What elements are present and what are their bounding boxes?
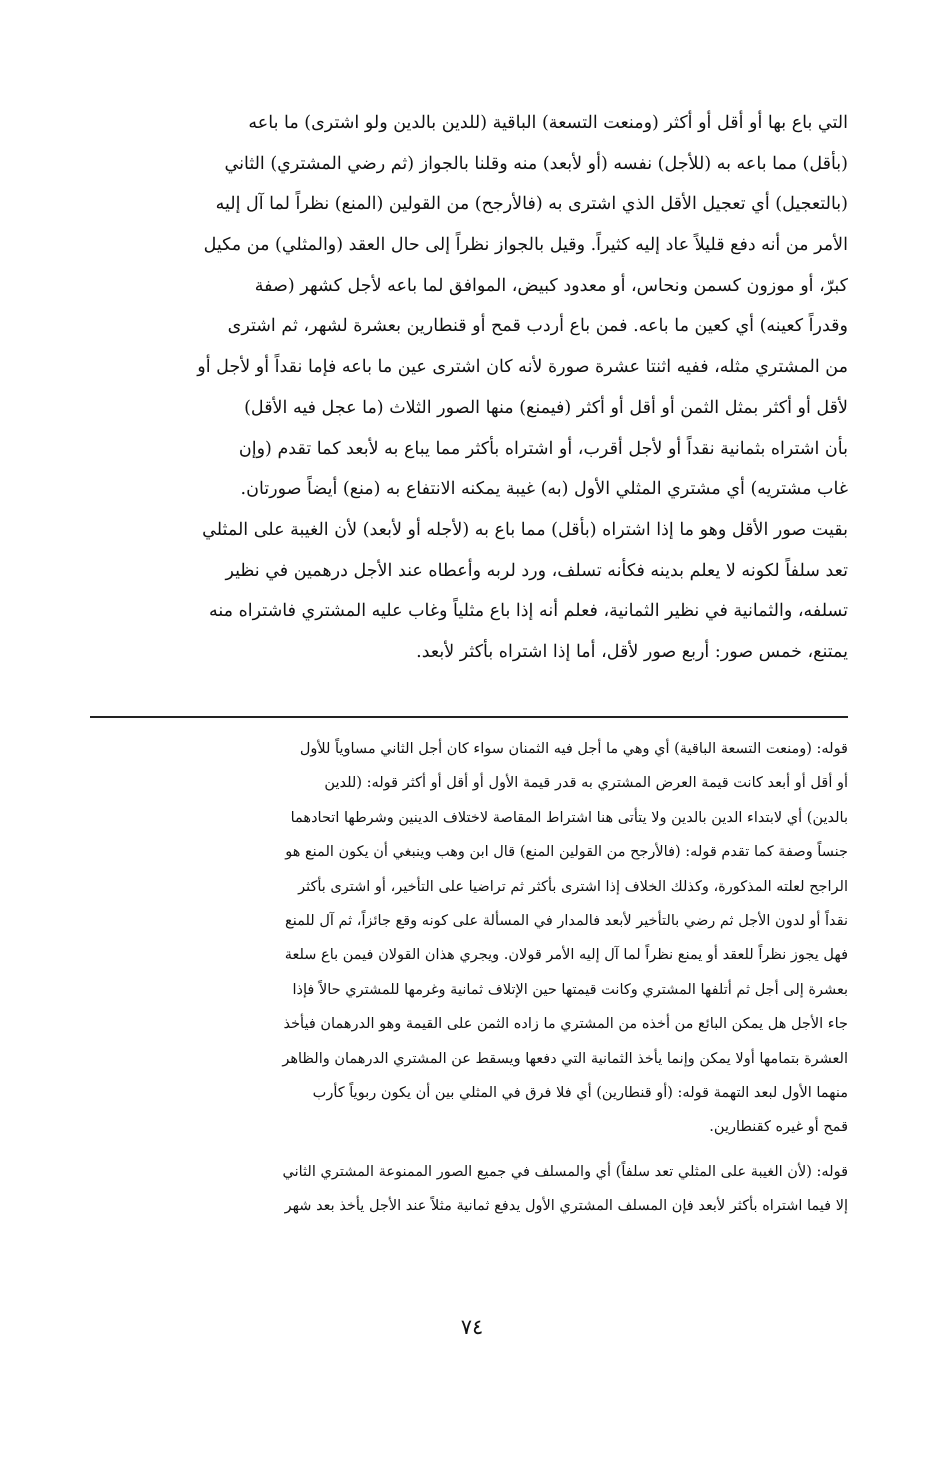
main-text-line: الأمر من أنه دفع قليلاً عاد إليه كثيراً. وقيل بالجواز نظراً إلى حال العقد (والمثلي) من مكيل xyxy=(203,235,848,256)
main-text-line: كبرّ، أو موزون كسمن ونحاس، أو معدود كبيض، الموافق لما باعه لأجل كشهر (صفة xyxy=(254,275,848,296)
footnote-line: العشرة بتمامها أولا يمكن وإنما يأخذ الثمانية التي دفعها ويسقط عن المشتري الدرهمان والظاهر xyxy=(282,1050,848,1067)
footnote-line: جنساً وصفة كما تقدم قوله: (فالأرجح من القولين المنع) قال ابن وهب وينبغي أن يكون المنع هو xyxy=(285,844,848,861)
main-text-line: وقدراً كعينه) أي كعين ما باعه. فمن باع أردب قمح أو قنطارين بعشرة لشهر، ثم اشترى xyxy=(227,316,848,337)
footnote-line: أو أقل أو أبعد كانت قيمة العرض المشتري به قدر قيمة الأول أو أقل أو أكثر قوله: (للدين xyxy=(324,775,848,792)
footnote-line: قوله: (ومنعت التسعة الباقية) أي وهي ما أجل فيه الثمنان سواء كان أجل الثاني مساوياً للأول xyxy=(299,741,848,757)
main-text-line: التي باع بها أو أقل أو أكثر (ومنعت التسعة) الباقية (للدين بالدين ولو اشترى) ما باعه xyxy=(248,113,848,133)
footnote-divider xyxy=(90,716,848,718)
main-text-line: (بالتعجيل) أي تعجيل الأقل الذي اشترى به (فالأرجح) من القولين (المنع) نظراً لما آل إليه xyxy=(215,194,848,215)
footnote-line: قمح أو غيره كقنطارين. xyxy=(709,1119,848,1136)
main-text-line: يمتنع، خمس صور: أربع صور لأقل، أما إذا اشتراه بأكثر لأبعد. xyxy=(416,641,848,662)
footnote-line: بعشرة إلى أجل ثم أتلفها المشتري وكانت قيمتها حين الإتلاف ثمانية وغرمها للمشتري حالاً فإذا xyxy=(292,981,848,998)
main-text-line: بقيت صور الأقل وهو ما إذا اشتراه (بأقل) مما باع به (لأجله أو لأبعد) لأن الغيبة على المثلي xyxy=(202,519,848,540)
footnote-line: الراجح لعلته المذكورة، وكذلك الخلاف إذا اشترى بأكثر ثم تراضيا على التأخير، أو اشترى بأكثر xyxy=(298,878,848,895)
main-text-line: بأن اشتراه بثمانية نقداً أو لأجل أقرب، أو اشتراه بأكثر مما يباع به لأبعد كما تقدم (وإن xyxy=(238,438,848,459)
footnote-line: فهل يجوز نظراً للعقد أو يمنع نظراً لما آل إليه الأمر قولان. ويجري هذان القولان فيمن باع سلعة xyxy=(284,947,848,964)
footnotes-block xyxy=(90,732,848,1223)
main-text-line: (بأقل) مما باعه به (للأجل) نفسه (أو لأبعد) منه وقلنا بالجواز (ثم رضي المشتري) الثاني xyxy=(224,153,848,174)
main-text-line: تسلفه، والثمانية في نظير الثمانية، فعلم أنه إذا باع مثلياً وغاب عليه المشتري فاشتراه منه xyxy=(209,601,848,622)
footnote-line: إلا فيما اشتراه بأكثر لأبعد فإن المسلف المشتري الأول يدفع ثمانية مثلاً عند الأجل يأخذ بعد شهر xyxy=(284,1198,848,1215)
main-text-line: لأقل أو أكثر بمثل الثمن أو أقل أو أكثر (فيمنع) منها الصور الثلاث (ما عجل فيه الأقل) xyxy=(244,397,848,418)
footnote-line: قوله: (لأن الغيبة على المثلي تعد سلفاً) أي والمسلف في جميع الصور الممنوعة المشتري الثاني xyxy=(282,1163,848,1180)
footnote-line: نقداً أو لدون الأجل ثم رضي بالتأخير لأبعد فالمدار في المسألة على كونه وقع جائزاً، ثم آل للمنع xyxy=(285,912,848,929)
footnote-line: بالدين) أي لابتداء الدين بالدين ولا يتأتى هنا اشتراط المقاصة لاختلاف الدينين وشرطها اتحادهما xyxy=(290,809,848,826)
footnote-line: منهما الأول لبعد التهمة قوله: (أو قنطارين) أي فلا فرق في المثلي بين أن يكون ربوياً كأرب xyxy=(312,1084,848,1101)
footnote-gap xyxy=(90,1145,848,1155)
main-text-block xyxy=(90,103,848,673)
page-number: ٧٤ xyxy=(460,1315,484,1339)
main-text-line: تعد سلفاً لكونه لا يعلم بدينه فكأنه تسلف، ورد لربه وأعطاه عند الأجل درهمين في نظير xyxy=(225,560,848,581)
main-text-line: من المشتري مثله، ففيه اثنتا عشرة صورة لأنه كان اشترى عين ما باعه فإما نقداً أو لأجل أو xyxy=(197,357,848,378)
footnote-line: جاء الأجل هل يمكن البائع من أخذه من المشتري ما زاده الثمن على القيمة وهو الدرهمان فيأخذ xyxy=(283,1016,848,1033)
main-text-line: غاب مشتريه) أي مشتري المثلي الأول (به) غيبة يمكنه الانتفاع به (منع) أيضاً صورتان. xyxy=(240,479,848,500)
